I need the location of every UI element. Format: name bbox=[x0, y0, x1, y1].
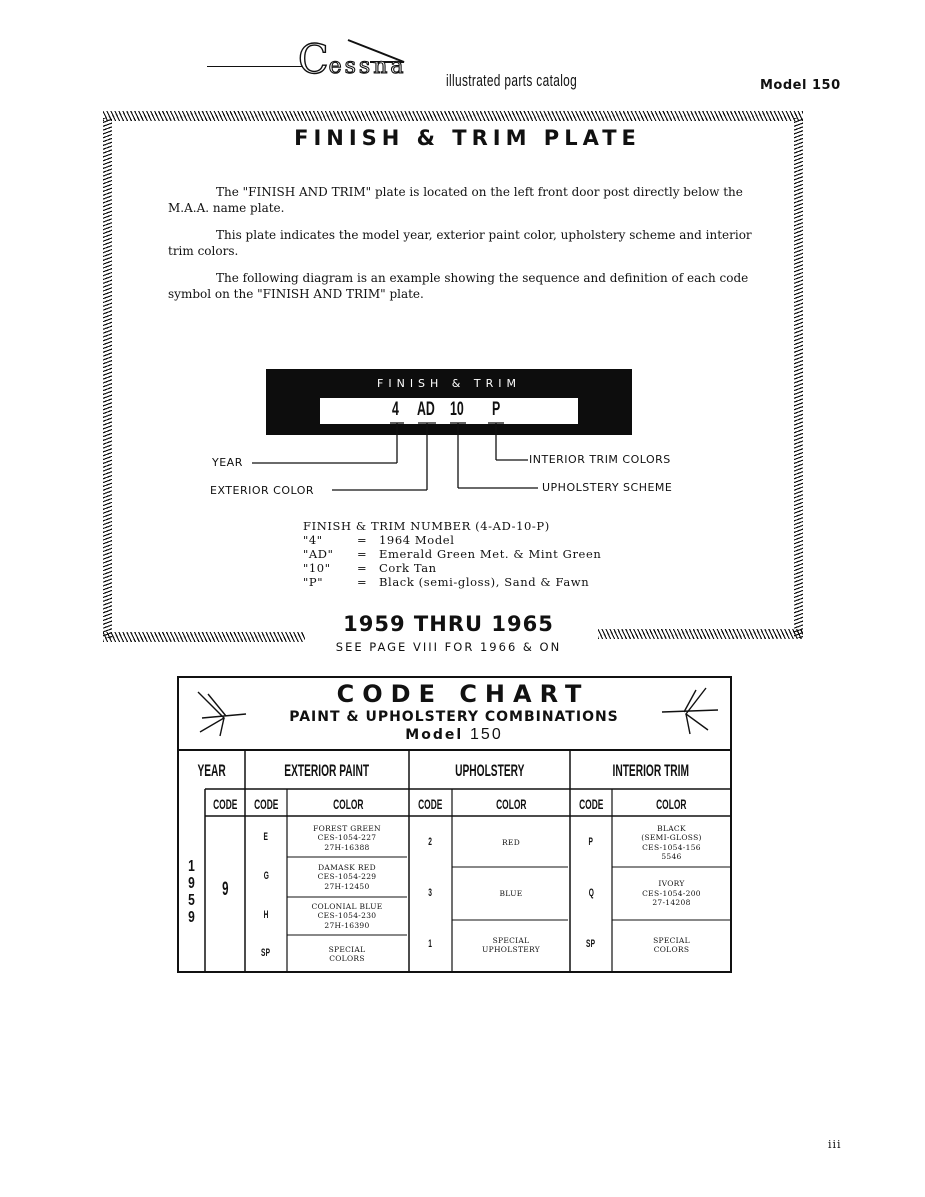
col-label: COLOR bbox=[495, 795, 527, 812]
example-meaning: 1964 Model bbox=[379, 533, 455, 547]
uph-code bbox=[409, 867, 452, 920]
example-equals: = bbox=[357, 547, 368, 561]
uph-code bbox=[409, 818, 452, 867]
trim-code bbox=[570, 920, 612, 970]
model-label: Model 150 bbox=[760, 78, 841, 93]
trim-code bbox=[570, 867, 612, 920]
paint-color: FOREST GREEN CES-1054-227 27H-16388 bbox=[313, 823, 381, 852]
uph-code-value: 3 bbox=[428, 886, 433, 899]
uph-code bbox=[409, 920, 452, 970]
example-code: "P" bbox=[303, 575, 324, 589]
section-year bbox=[178, 756, 245, 786]
paint-code-value: E bbox=[263, 830, 269, 843]
section-upholstery-label: UPHOLSTERY bbox=[454, 761, 525, 780]
year-digit: 1 bbox=[188, 858, 195, 875]
uph-code-value: 1 bbox=[428, 938, 433, 951]
paint-color: SPECIAL COLORS bbox=[328, 944, 366, 963]
code-chart-subtitle: PAINT & UPHOLSTERY COMBINATIONS bbox=[289, 709, 619, 725]
plate-title: FINISH & TRIM PLATE bbox=[294, 126, 641, 150]
paint-color: COLONIAL BLUE CES-1054-230 27H-16390 bbox=[311, 901, 383, 930]
paragraph-3: The following diagram is an example showing the sequence and definition of each code symbol on the "FINISH AND TRIM" plate. bbox=[168, 271, 749, 301]
trim-code-value: P bbox=[588, 835, 594, 848]
page-number: iii bbox=[828, 1138, 842, 1151]
year-range: 1959 THRU 1965 bbox=[343, 612, 554, 636]
col-label: COLOR bbox=[656, 795, 687, 812]
model-word: Model bbox=[405, 727, 464, 743]
col-uph-code bbox=[409, 791, 452, 816]
section-upholstery bbox=[409, 756, 570, 786]
cessna-logo: Cessna bbox=[298, 37, 407, 83]
year-digit: 5 bbox=[188, 892, 195, 909]
label-upholstery: UPHOLSTERY SCHEME bbox=[542, 481, 673, 494]
catalog-title: illustrated parts catalog bbox=[446, 71, 578, 90]
code-chart-title: CODE CHART bbox=[336, 680, 590, 708]
col-uph-color bbox=[452, 791, 570, 816]
label-exterior-color: EXTERIOR COLOR bbox=[210, 484, 315, 497]
col-trim-color bbox=[612, 791, 731, 816]
year-code bbox=[205, 860, 245, 920]
label-interior-trim: INTERIOR TRIM COLORS bbox=[529, 453, 671, 466]
trim-code-value: Q bbox=[588, 886, 594, 899]
year-digit: 9 bbox=[188, 909, 195, 926]
example-code: "AD" bbox=[303, 547, 334, 561]
paint-code bbox=[245, 818, 287, 857]
example-meaning: Black (semi-gloss), Sand & Fawn bbox=[379, 575, 590, 589]
section-year-label: YEAR bbox=[197, 761, 226, 780]
example-meaning: Emerald Green Met. & Mint Green bbox=[379, 547, 602, 561]
paint-color: DAMASK RED CES-1054-229 27H-12450 bbox=[317, 862, 377, 891]
trim-color: BLACK (SEMI-GLOSS) CES-1054-156 5546 bbox=[641, 823, 702, 861]
example-code: "4" bbox=[303, 533, 323, 547]
plate-code-trim: P bbox=[492, 399, 501, 420]
section-interior-trim bbox=[570, 756, 731, 786]
model-number: 150 bbox=[470, 726, 503, 743]
plate-code-upholstery: 10 bbox=[450, 399, 464, 420]
plate-label: FINISH & TRIM bbox=[377, 377, 521, 390]
col-year-code bbox=[205, 791, 245, 816]
paint-code bbox=[245, 857, 287, 897]
section-exterior-paint-label: EXTERIOR PAINT bbox=[284, 761, 370, 780]
paragraph-2: This plate indicates the model year, exterior paint color, upholstery scheme and interior trim colors. bbox=[168, 228, 752, 258]
col-label: CODE bbox=[418, 795, 443, 812]
example-equals: = bbox=[357, 533, 368, 547]
code-chart-model bbox=[178, 726, 730, 744]
paragraph-1: The "FINISH AND TRIM" plate is located on the left front door post directly below the M.A.A. name plate. bbox=[168, 185, 743, 215]
col-label: CODE bbox=[253, 795, 279, 812]
uph-color: RED bbox=[501, 837, 521, 847]
plate-code-year: 4 bbox=[392, 399, 399, 420]
example-equals: = bbox=[357, 575, 368, 589]
example-equals: = bbox=[357, 561, 368, 575]
col-paint-color bbox=[287, 791, 409, 816]
see-page-note: SEE PAGE VIII FOR 1966 & ON bbox=[335, 640, 562, 654]
uph-color: BLUE bbox=[499, 888, 523, 898]
trim-color: IVORY CES-1054-200 27-14208 bbox=[642, 879, 701, 908]
plate-code-exterior: AD bbox=[417, 399, 435, 420]
section-interior-trim-label: INTERIOR TRIM bbox=[612, 761, 689, 780]
trim-code bbox=[570, 818, 612, 867]
example-heading: FINISH & TRIM NUMBER (4-AD-10-P) bbox=[303, 519, 550, 533]
col-label: COLOR bbox=[332, 795, 364, 812]
uph-code-value: 2 bbox=[428, 835, 433, 848]
trim-color: SPECIAL COLORS bbox=[653, 935, 690, 954]
paint-code-value: SP bbox=[261, 946, 271, 959]
paint-code-value: G bbox=[263, 870, 269, 883]
col-label: CODE bbox=[578, 795, 604, 812]
section-exterior-paint bbox=[245, 756, 409, 786]
col-label: CODE bbox=[212, 795, 238, 812]
label-year: YEAR bbox=[212, 456, 243, 469]
col-trim-code bbox=[570, 791, 612, 816]
uph-color: SPECIAL UPHOLSTERY bbox=[481, 935, 541, 954]
example-code: "10" bbox=[303, 561, 331, 575]
year-digit: 9 bbox=[188, 875, 195, 892]
trim-code-value: SP bbox=[586, 938, 596, 951]
year-code-value: 9 bbox=[221, 879, 229, 901]
paint-code bbox=[245, 935, 287, 972]
paint-code bbox=[245, 897, 287, 935]
paint-code-value: H bbox=[263, 909, 269, 922]
col-paint-code bbox=[245, 791, 287, 816]
example-meaning: Cork Tan bbox=[379, 561, 437, 575]
